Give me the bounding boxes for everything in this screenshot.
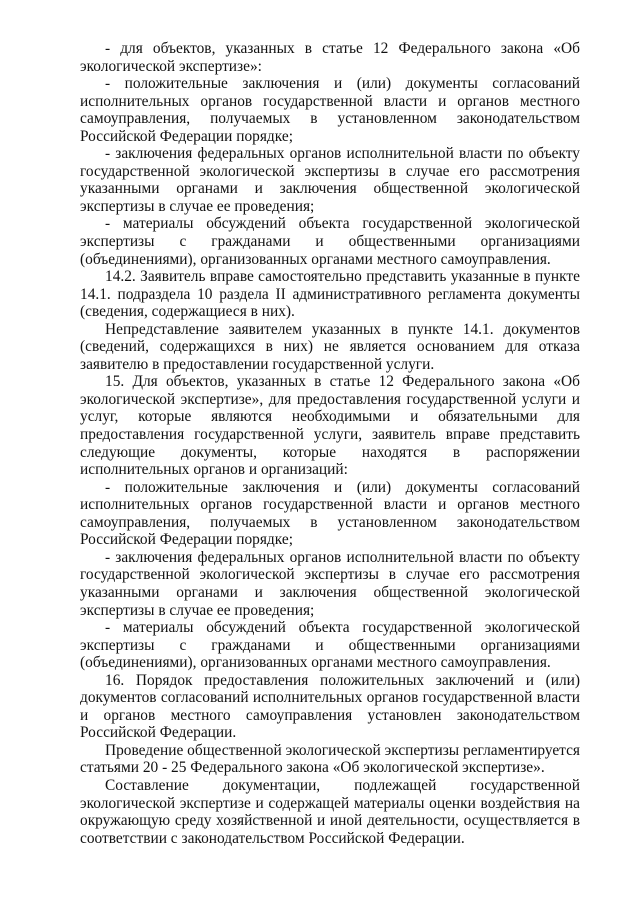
document-page — [80, 40, 580, 847]
paragraph-discussion-materials: - материалы обсуждений объекта государственной экологической экспертизы с гражданами и общественными организациями (объединениями), организованных органами местного самоуправления. — [80, 215, 580, 268]
paragraph-federal-conclusions: - заключения федеральных органов исполнительной власти по объекту государственной экологической экспертизы в случае его рассмотрения указанными органами и заключения общественной экологической экспертизы в случае ее проведения; — [80, 145, 580, 215]
paragraph-documentation: Составление документации, подлежащей государственной экологической экспертизе и содержащей материалы оценки воздействия на окружающую среду хозяйственной и иной деятельности, осуществляется в соответствии с законодательством Российской Федерации. — [80, 776, 580, 847]
paragraph-public-expertise: Проведение общественной экологической экспертизы регламентируется статьями 20 - 25 Федерального закона «Об экологической экспертизе». — [80, 741, 580, 777]
paragraph-objects-intro: - для объектов, указанных в статье 12 Федерального закона «Об экологической экспертизе»: — [80, 40, 580, 75]
paragraph-discussion-materials-2: - материалы обсуждений объекта государственной экологической экспертизы с гражданами и общественными организациями (объединениями), организованных органами местного самоуправления. — [80, 619, 580, 672]
paragraph-15: 15. Для объектов, указанных в статье 12 Федерального закона «Об экологической экспертизе», для предоставления государственной услуги и услуг, которые являются необходимыми и обязательными для предоставления государственной услуги, заявитель вправе представить следующие документы, которые находятся в распоряжении исполнительных органов и организаций: — [80, 373, 580, 479]
paragraph-positive-conclusions: - положительные заключения и (или) документы согласований исполнительных органов государственной власти и органов местного самоуправления, получаемых в установленном законодательством Российской Федерации порядке; — [80, 75, 580, 145]
paragraph-federal-conclusions-2: - заключения федеральных органов исполнительной власти по объекту государственной экологической экспертизы в случае его рассмотрения указанными органами и заключения общественной экологической экспертизы в случае ее проведения; — [80, 548, 580, 619]
paragraph-16: 16. Порядок предоставления положительных заключений и (или) документов согласований исполнительных органов государственной власти и органов местного самоуправления установлен законодательством Российской Федерации. — [80, 671, 580, 742]
paragraph-positive-conclusions-2: - положительные заключения и (или) документы согласований исполнительных органов государственной власти и органов местного самоуправления, получаемых в установленном законодательством Российской Федерации порядке; — [80, 478, 580, 549]
paragraph-non-submission: Непредставление заявителем указанных в пункте 14.1. документов (сведений, содержащихся в них) не является основанием для отказа заявителю в предоставлении государственной услуги. — [80, 320, 580, 373]
paragraph-14-2: 14.2. Заявитель вправе самостоятельно представить указанные в пункте 14.1. подраздела 10 раздела II административного регламента документы (сведения, содержащиеся в них). — [80, 268, 580, 321]
